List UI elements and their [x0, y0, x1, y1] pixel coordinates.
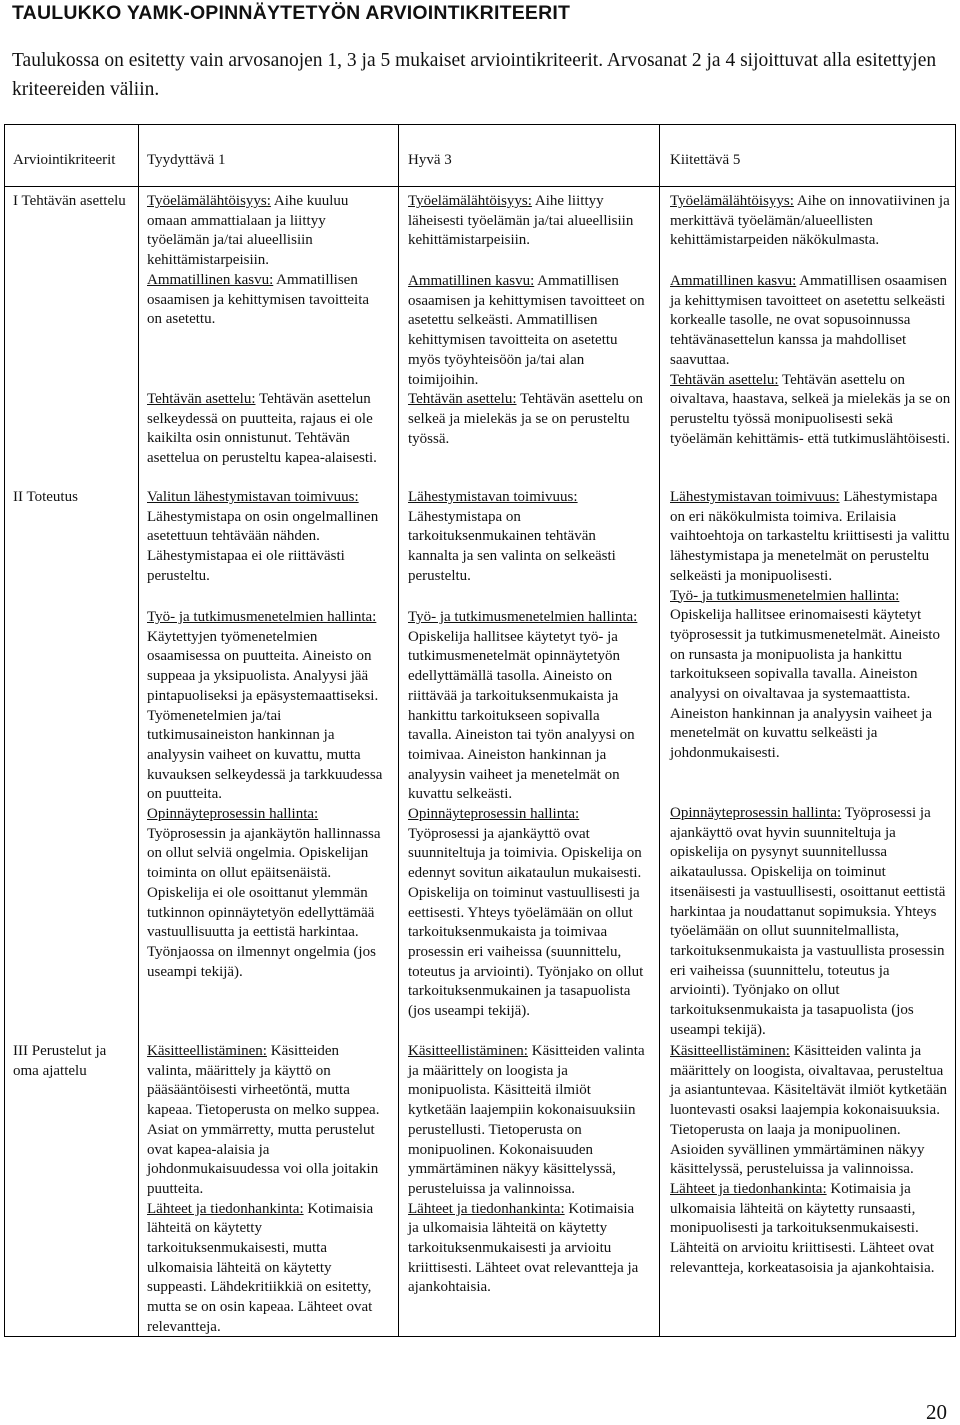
- criteria-heading: Lähteet ja tiedonhankinta:: [408, 1200, 565, 1217]
- criteria-text: Tehtävän asettelu on oivaltava, haastava, selkeä ja mielekäs ja se on perusteltu työssä monipuolisesti sekä työelämän kehittämis- että tutkimuslähtöisesti.: [670, 371, 951, 447]
- criteria-item: [408, 1200, 646, 1299]
- criteria-item: [147, 1200, 387, 1338]
- criteria-heading: Lähestymistavan toimivuus:: [408, 489, 578, 505]
- criteria-text: Kotimaisia ja ulkomaisia lähteitä on käytetty tarkoituksenmukaisesti ja arvioitu kriittisesti. Lähteet ovat relevantteja ja ajankohtaisia.: [408, 1200, 639, 1296]
- criteria-text: Lähestymistapa on eri näkökulmista toimiva. Erilaisia vaihtoehtoja on tarkasteltu kriittisesti ja valittu lähestymistapa ja menetelmät on perusteltu selkeästi ja monipuolisesti.: [670, 489, 950, 584]
- criteria-heading: Tehtävän asettelu:: [670, 371, 779, 388]
- criteria-text: Lähestymistapa on osin ongelmallinen asetettuun tehtävään nähden. Lähestymistapaa ei ole riittävästi perusteltu.: [147, 508, 379, 584]
- criteria-block: [670, 804, 952, 1040]
- criteria-item: [670, 272, 952, 371]
- header-criteria: Arviointikriteerit: [13, 152, 116, 168]
- row-label-asettelu: I Tehtävän asettelu: [13, 193, 126, 209]
- criteria-item: [147, 608, 387, 805]
- criteria-heading: Työ- ja tutkimusmenetelmien hallinta:: [670, 587, 900, 604]
- criteria-heading: Käsitteellistäminen:: [670, 1043, 790, 1059]
- criteria-text: Aihe liittyy läheisesti työelämän ja/tai alueellisiin kehittämistarpeisiin.: [408, 193, 634, 249]
- header-grade-1: Tyydyttävä 1: [147, 152, 226, 168]
- column-divider-2: [398, 124, 399, 1337]
- header-divider: [4, 186, 956, 187]
- criteria-block: [670, 192, 952, 251]
- criteria-block: [408, 192, 646, 251]
- criteria-heading: Ammatillinen kasvu:: [408, 273, 535, 289]
- header-grade-5: Kiitettävä 5: [670, 152, 741, 168]
- criteria-item: [408, 488, 646, 587]
- criteria-text: Aihe on innovatiivinen ja merkittävä työelämän/alueellisten kehittämistarpeiden näkökulmasta.: [670, 193, 950, 249]
- criteria-heading: Käsitteellistäminen:: [147, 1043, 267, 1059]
- criteria-text: Kotimaisia ja ulkomaisia lähteitä on käytetty runsaasti, monipuolisesti ja tarkoituksenmukaisesti. Lähteitä on arvioitu kriittisesti. Lähteet ovat relevantteja, korkeatasoisia ja ajankohtaisia.: [670, 1180, 935, 1276]
- criteria-item: [670, 488, 952, 587]
- criteria-text: Työprosessi ja ajankäyttö ovat hyvin suunniteltuja ja opiskelija on pysynyt suunnitellussa aikataulussa. Opiskelija on toiminut itsenäisesti ja vastuullisesti, osoittanut eettistä harkintaa ja noudattanut sopimuksia. Yhteys työelämään on ollut suunnitelmallista, tarkoituksenmukaista ja vastuullista prosessin eri vaiheissa (suunnittelu, toteutus ja arviointi). Työnjako on ollut tarkoituksenmukaista ja tasapuolista (jos useampi tekijä).: [670, 805, 946, 1038]
- header-grade-3: Hyvä 3: [408, 152, 452, 168]
- criteria-item: [670, 371, 952, 450]
- criteria-text: Opiskelija hallitsee käytetyt työ- ja tutkimusmenetelmät opinnäytetyön edellyttämällä tasolla. Aineisto on riittävää ja tarkoituksenmukaista ja hankittu tarkoitukseen sopivalla tavalla. Aineiston tai työn analyysi on toimivaa. Aineiston hankinnan ja analyysin vaiheet ja menetelmät on kuvattu selkeästi.: [408, 628, 635, 803]
- criteria-text: Ammatillisen osaamisen ja kehittymisen tavoitteet on asetettu selkeästi korkealle tasolle, ne ovat sopusoinnussa tehtävänasettelun kanssa ja mahdolliset saavuttaa.: [670, 273, 948, 368]
- criteria-heading: Opinnäyteprosessin hallinta:: [670, 805, 842, 821]
- criteria-item: [147, 1042, 387, 1200]
- criteria-item: [147, 390, 387, 469]
- criteria-text: Käsitteiden valinta ja määrittely on loogista ja monipuolista. Käsitteitä ilmiöt kytketään laajempiin kokonaisuuksiin perustellusti. Tietoperusta on monipuolinen. Kokonaisuuden ymmärtäminen näkyy käsittelyssä, perusteluissa ja valinnoissa.: [408, 1043, 645, 1197]
- criteria-item: [670, 192, 952, 251]
- criteria-block: [147, 1042, 387, 1338]
- criteria-heading: Lähteet ja tiedonhankinta:: [147, 1200, 304, 1217]
- criteria-heading: Ammatillinen kasvu:: [670, 273, 797, 289]
- criteria-item: [408, 1042, 646, 1200]
- criteria-block: [147, 192, 387, 330]
- criteria-item: [670, 587, 952, 764]
- criteria-text: Tehtävän asettelun selkeydessä on puutteita, rajaus ei ole kaikilta osin onnistunut. Tehtävän asettelua on perusteltu kapea-alaisesti.: [147, 391, 377, 467]
- criteria-heading: Työelämälähtöisyys:: [408, 193, 532, 209]
- criteria-item: [670, 1042, 952, 1180]
- intro-paragraph: Taulukossa on esitetty vain arvosanojen 1, 3 ja 5 mukaiset arviointikriteerit. Arvosanat 2 ja 4 sijoittuvat alla esitettyjen kriteereiden väliin.: [12, 50, 937, 100]
- criteria-block: [147, 390, 387, 469]
- criteria-block: [408, 608, 646, 1022]
- criteria-block: [147, 608, 387, 982]
- criteria-heading: Työelämälähtöisyys:: [670, 193, 794, 209]
- criteria-heading: Työ- ja tutkimusmenetelmien hallinta:: [147, 609, 377, 625]
- criteria-text: Ammatillisen osaamisen ja kehittymisen tavoitteet on asetettu selkeästi. Ammatillisen kehittymisen tavoitteita on asetettu myös työyhteisöön ja/tai alan toimijoihin.: [408, 273, 645, 388]
- page-number: 20: [926, 1400, 947, 1424]
- criteria-item: [408, 390, 646, 449]
- criteria-item: [670, 804, 952, 1040]
- criteria-text: Kotimaisia lähteitä on käytetty tarkoituksenmukaisesti, mutta ulkomaisia lähteitä on käytetty suppeasti. Lähdekritiikkiä on esitetty, mutta se on osin kapeaa. Lähteet ovat relevantteja.: [147, 1200, 374, 1335]
- column-divider-1: [138, 124, 139, 1337]
- criteria-heading: Käsitteellistäminen:: [408, 1043, 528, 1059]
- criteria-item: [408, 192, 646, 251]
- criteria-text: Käsitteiden valinta ja määrittely on loogista, oivaltavaa, perusteltua ja asiantuntevaa. Käsiteltävät ilmiöt kytketään luontevasti osaksi laajempia kokonaisuuksia. Tietoperusta on laaja ja monipuolinen. Asioiden syvällinen ymmärtäminen näkyy käsittelyssä, perusteluissa ja valinnoissa.: [670, 1043, 947, 1178]
- criteria-heading: Työ- ja tutkimusmenetelmien hallinta:: [408, 609, 638, 625]
- criteria-text: Lähestymistapa on tarkoituksenmukainen tehtävän kannalta ja sen valinta on selkeästi perusteltu.: [408, 508, 616, 584]
- criteria-block: [408, 272, 646, 449]
- row-label-toteutus: II Toteutus: [13, 489, 78, 505]
- criteria-item: [147, 488, 387, 587]
- criteria-heading: Valitun lähestymistavan toimivuus:: [147, 489, 359, 505]
- criteria-heading: Ammatillinen kasvu:: [147, 271, 274, 288]
- criteria-item: [408, 272, 646, 390]
- criteria-item: [408, 608, 646, 805]
- criteria-block: [408, 488, 646, 587]
- criteria-text: Opiskelija hallitsee erinomaisesti käytetyt työprosessit ja tutkimusmenetelmät. Aineisto on runsasta ja monipuolista ja hankittu tarkoitukseen sopivalla tavalla. Aineiston analyysi on oivaltavaa ja systemaattista. Aineiston hankinnan ja analyysin vaiheet ja menetelmät on kuvattu selkeästi ja johdonmukaisesti.: [670, 607, 940, 762]
- criteria-text: Työprosessi ja ajankäyttö ovat suunniteltuja ja toimivia. Opiskelija on edennyt sovitun aikataulun mukaisesti. Opiskelija on toiminut vastuullisesti ja eettisesti. Yhteys työelämään on ollut tarkoituksenmukaista ja toimivaa prosessin eri vaiheissa (suunnittelu, toteutus ja arviointi). Työnjako on ollut tarkoituksenmukainen ja tasapuolista (jos useampi tekijä).: [408, 825, 644, 1020]
- criteria-heading: Lähestymistavan toimivuus:: [670, 489, 840, 505]
- criteria-text: Käsitteiden valinta, määrittely ja käyttö on pääsääntöisesti virheetöntä, mutta kapeaa. Tietoperusta on melko suppea. Asiat on ymmärretty, mutta perustelut ovat kapea-alaisia ja johdonmukaisuudessa voi olla joitakin puutteita.: [147, 1043, 380, 1197]
- row-label-perustelut: III Perustelut ja oma ajattelu: [13, 1043, 107, 1079]
- table-top-border: [4, 124, 956, 125]
- criteria-text: Käytettyjen työmenetelmien osaamisessa on puutteita. Aineisto on suppeaa ja yksipuolista. Analyysi jää pintapuoliseksi ja epäsystemaattiseksi. Työmenetelmien ja/tai tutkimusaineiston hankinnan ja analyysin vaiheet on kuvattu, mutta kuvauksen selkeydessä ja tarkkuudessa on puutteita.: [147, 628, 383, 803]
- criteria-heading: Opinnäyteprosessin hallinta:: [147, 806, 319, 823]
- criteria-block: [670, 1042, 952, 1278]
- criteria-item: [147, 192, 387, 271]
- criteria-heading: Tehtävän asettelu:: [408, 391, 517, 408]
- criteria-text: Ammatillisen osaamisen ja kehittymisen tavoitteita on asetettu.: [147, 271, 370, 328]
- criteria-block: [147, 488, 387, 587]
- criteria-block: [670, 272, 952, 449]
- table-left-border: [4, 124, 5, 1337]
- criteria-item: [670, 1180, 952, 1279]
- criteria-heading: Työelämälähtöisyys:: [147, 193, 271, 209]
- criteria-item: [147, 271, 387, 330]
- criteria-heading: Lähteet ja tiedonhankinta:: [670, 1180, 827, 1197]
- column-divider-3: [659, 124, 660, 1337]
- criteria-heading: Opinnäyteprosessin hallinta:: [408, 806, 580, 823]
- table-right-border: [955, 124, 956, 1337]
- criteria-text: Aihe kuuluu omaan ammattialaan ja liittyy työelämän ja/tai alueellisiin kehittämistarpeisiin.: [147, 193, 349, 269]
- criteria-text: Tehtävän asettelu on selkeä ja mielekäs ja se on perusteltu työssä.: [408, 391, 644, 447]
- criteria-text: Työprosessin ja ajankäytön hallinnassa on ollut selviä ongelmia. Opiskelijan toiminta on ollut epäitsenäistä. Opiskelija ei ole osoittanut ylemmän tutkinnon opinnäytetyön edellyttämää vastuullisuutta ja eettistä harkintaa. Työnjaossa on ilmennyt ongelmia (jos useampi tekijä).: [147, 825, 381, 980]
- criteria-heading: Tehtävän asettelu:: [147, 391, 256, 407]
- criteria-block: [408, 1042, 646, 1298]
- criteria-item: [147, 805, 387, 982]
- criteria-block: [670, 488, 952, 764]
- document-title: TAULUKKO YAMK-OPINNÄYTETYÖN ARVIOINTIKRITEERIT: [12, 2, 571, 24]
- criteria-item: [408, 805, 646, 1022]
